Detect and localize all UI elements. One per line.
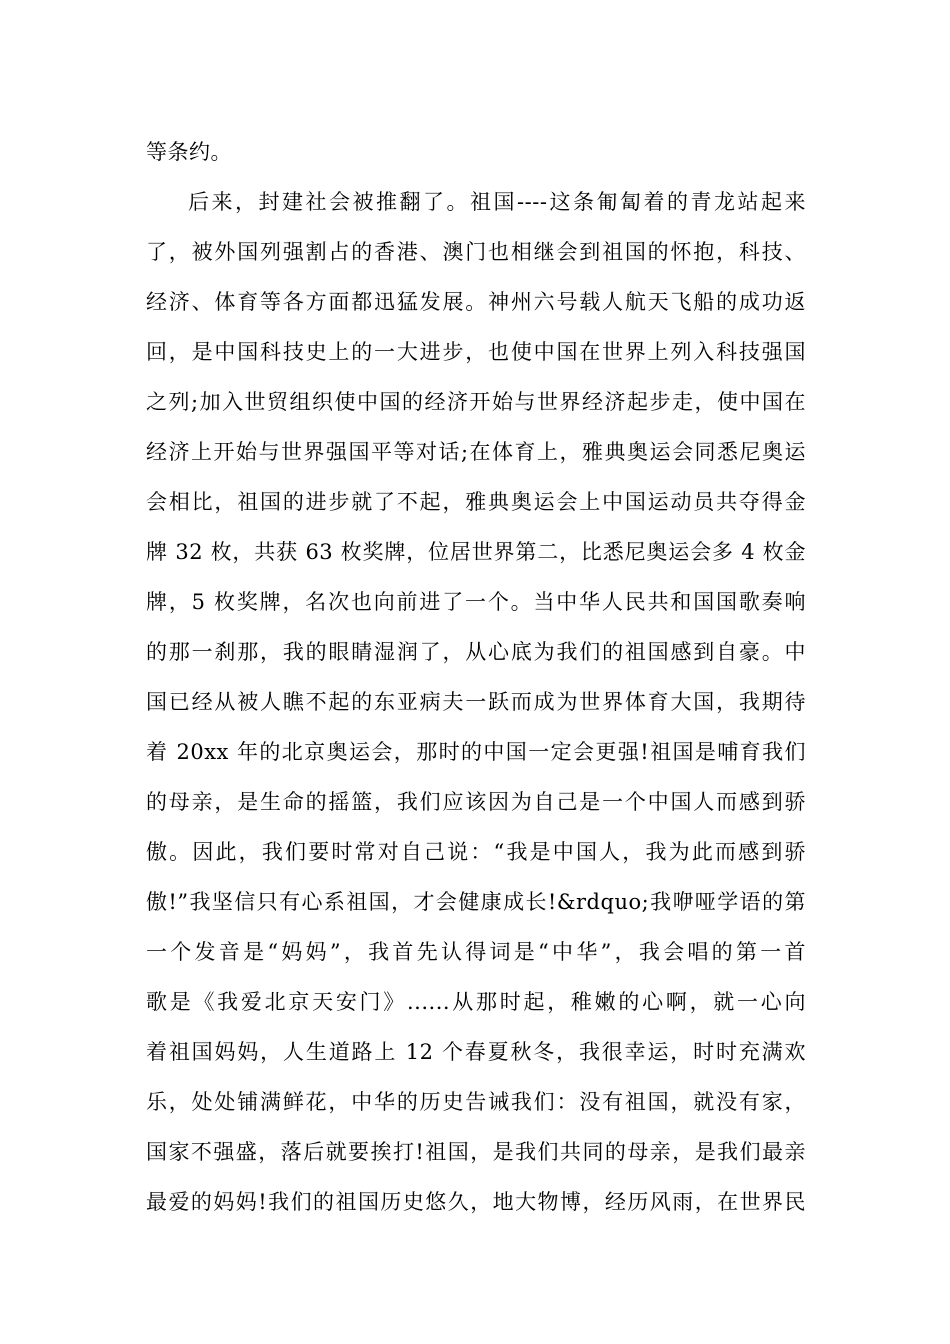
- text-line: 之列;加入世贸组织使中国的经济开始与世界经济起步走，使中国在: [146, 390, 806, 414]
- text-line: 了，被外国列强割占的香港、澳门也相继会到祖国的怀抱，科技、: [146, 240, 806, 264]
- text-line: 的那一刹那，我的眼睛湿润了，从心底为我们的祖国感到自豪。中: [146, 640, 806, 664]
- text-line: 一个发音是“妈妈”，我首先认得词是“中华”，我会唱的第一首: [146, 940, 806, 964]
- text-line: 牌，5 枚奖牌，名次也向前进了一个。当中华人民共和国国歌奏响: [146, 590, 806, 614]
- text-line: 后来，封建社会被推翻了。祖国----这条匍匐着的青龙站起来: [188, 190, 806, 214]
- text-line: 着 20xx 年的北京奥运会，那时的中国一定会更强!祖国是哺育我们: [146, 740, 806, 764]
- text-line: 国家不强盛，落后就要挨打!祖国，是我们共同的母亲，是我们最亲: [146, 1140, 806, 1164]
- text-line: 等条约。: [146, 140, 232, 164]
- text-line: 经济、体育等各方面都迅猛发展。神州六号载人航天飞船的成功返: [146, 290, 806, 314]
- text-line: 牌 32 枚，共获 63 枚奖牌，位居世界第二，比悉尼奥运会多 4 枚金: [146, 540, 806, 564]
- text-line: 经济上开始与世界强国平等对话;在体育上，雅典奥运会同悉尼奥运: [146, 440, 806, 464]
- text-line: 乐，处处铺满鲜花，中华的历史告诫我们：没有祖国，就没有家，: [146, 1090, 806, 1114]
- text-line: 国已经从被人瞧不起的东亚病夫一跃而成为世界体育大国，我期待: [146, 690, 806, 714]
- text-line: 着祖国妈妈，人生道路上 12 个春夏秋冬，我很幸运，时时充满欢: [146, 1040, 806, 1064]
- text-line: 傲。因此，我们要时常对自己说：“我是中国人，我为此而感到骄: [146, 840, 806, 864]
- text-line: 傲!”我坚信只有心系祖国，才会健康成长!&rdquo;我咿哑学语的第: [146, 890, 806, 914]
- text-line: 会相比，祖国的进步就了不起，雅典奥运会上中国运动员共夺得金: [146, 490, 806, 514]
- text-line: 最爱的妈妈!我们的祖国历史悠久，地大物博，经历风雨，在世界民: [146, 1190, 806, 1214]
- text-line: 歌是《我爱北京天安门》......从那时起，稚嫩的心啊，就一心向: [146, 990, 806, 1014]
- text-line: 的母亲，是生命的摇篮，我们应该因为自己是一个中国人而感到骄: [146, 790, 806, 814]
- body-text: [146, 127, 806, 1227]
- text-line: 回，是中国科技史上的一大进步，也使中国在世界上列入科技强国: [146, 340, 806, 364]
